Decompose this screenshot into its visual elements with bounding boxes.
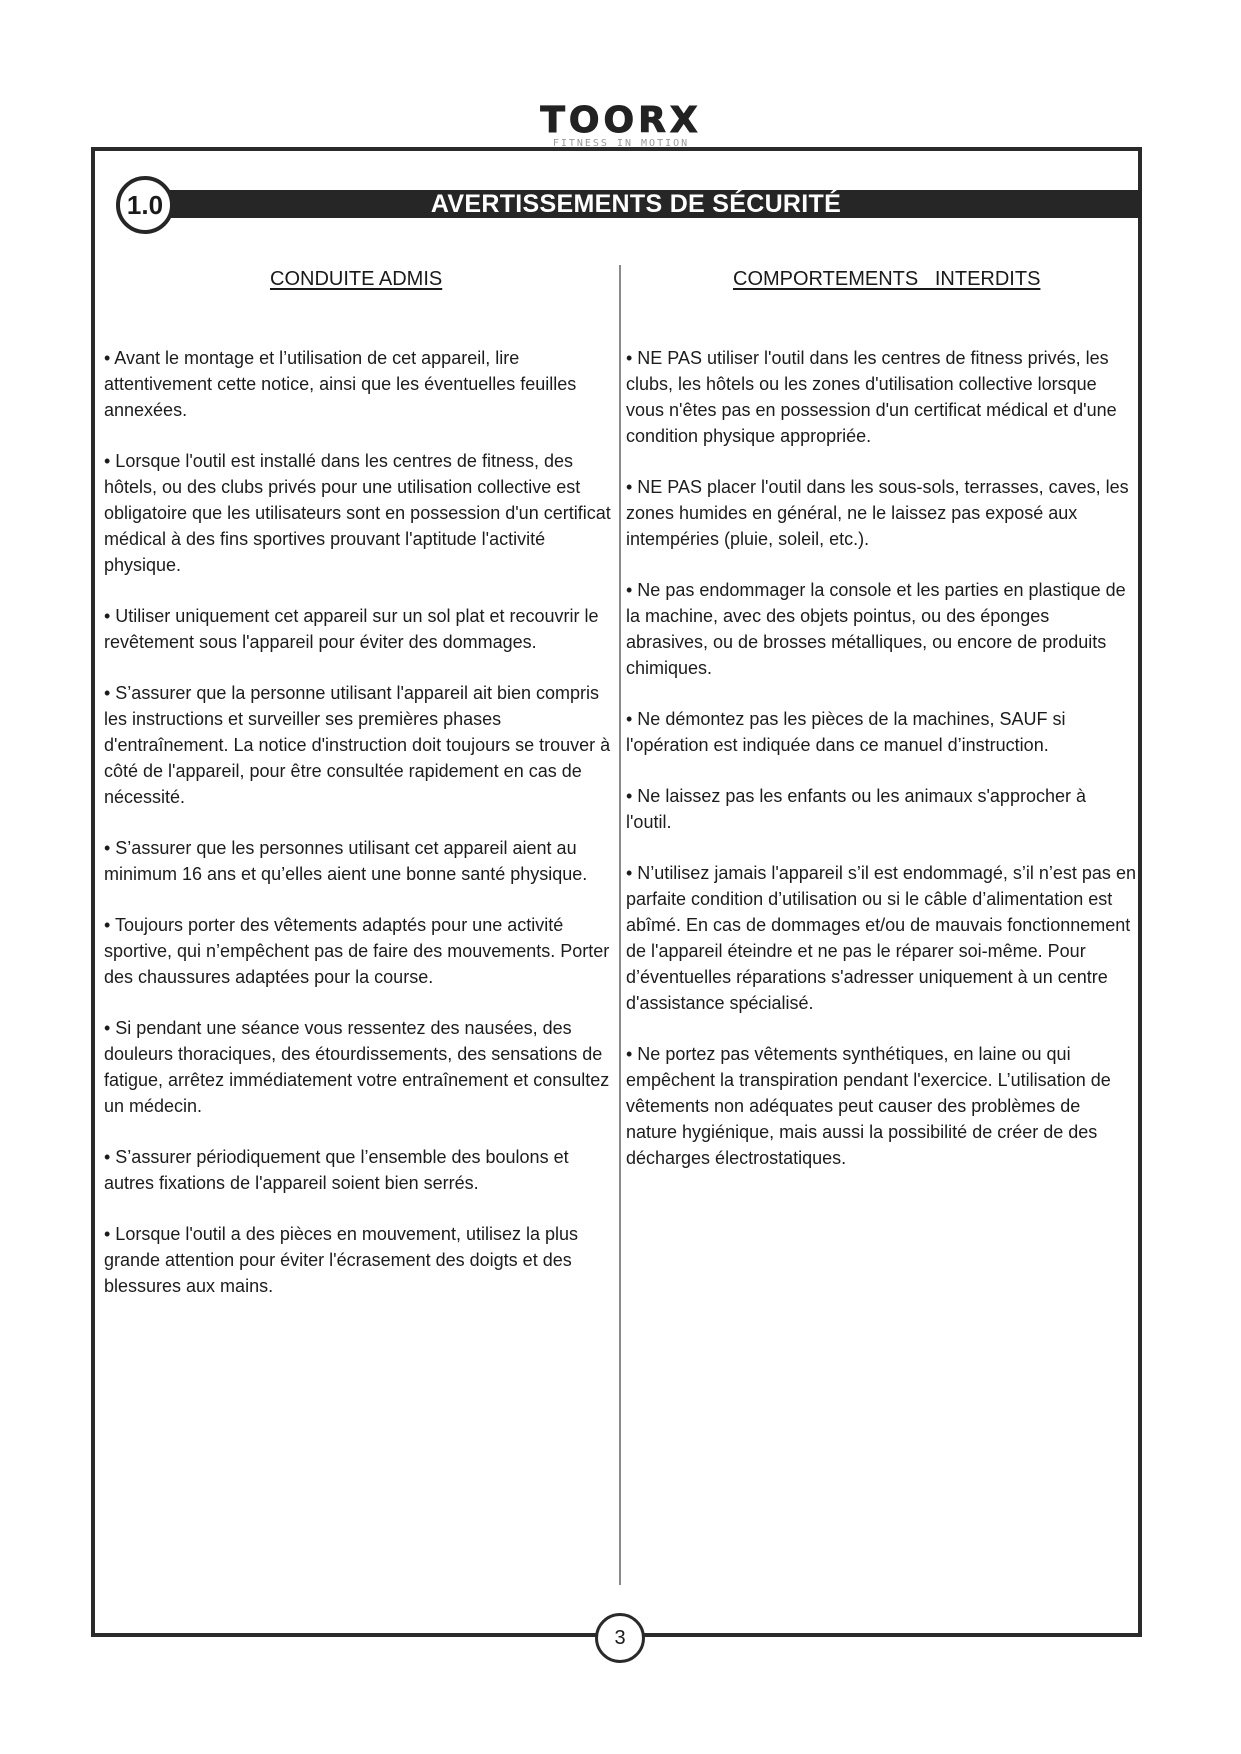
- list-item: • Ne démontez pas les pièces de la machines, SAUF si l'opération est indiquée dans ce manuel d’instruction.: [626, 709, 1066, 755]
- list-item: • Ne laissez pas les enfants ou les animaux s'approcher à l'outil.: [626, 786, 1086, 832]
- logo-tagline: FITNESS IN MOTION: [552, 138, 690, 149]
- list-item: • Lorsque l'outil a des pièces en mouvement, utilisez la plus grande attention pour éviter l'écrasement des doigts et des blessures aux mains.: [104, 1224, 578, 1296]
- page-number: 3: [595, 1613, 645, 1663]
- list-item: • NE PAS placer l'outil dans les sous-sols, terrasses, caves, les zones humides en général, ne le laissez pas exposé aux intempéries (pluie, soleil, etc.).: [626, 477, 1129, 549]
- list-item: • Toujours porter des vêtements adaptés pour une activité sportive, qui n’empêchent pas de faire des mouvements. Porter des chaussures adaptées pour la course.: [104, 915, 610, 987]
- list-item: • Avant le montage et l’utilisation de cet appareil, lire attentivement cette notice, ainsi que les éventuelles feuilles annexées.: [104, 348, 577, 420]
- list-item: • S’assurer périodiquement que l’ensemble des boulons et autres fixations de l'appareil soient bien serrés.: [104, 1147, 569, 1193]
- right-column-heading: COMPORTEMENTS INTERDITS: [733, 268, 1041, 290]
- left-column-heading: CONDUITE ADMIS: [270, 268, 443, 290]
- list-item: • Lorsque l'outil est installé dans les centres de fitness, des hôtels, ou des clubs privés pour une utilisation collective est obligatoire que les utilisateurs sont en possession d'un certificat médical à des fins sportives prouvant l'aptitude l'activité physique.: [104, 451, 611, 575]
- section-title: AVERTISSEMENTS DE SÉCURITÉ: [430, 190, 842, 218]
- allowed-conduct-list: [104, 345, 616, 1324]
- list-item: • N’utilisez jamais l'appareil s’il est endommagé, s’il n’est pas en parfaite condition d’utilisation ou si le câble d’alimentation est abîmé. En cas de dommages et/ou de mauvais fonctionnement de l'appareil éteindre et ne pas le réparer soi-même. Pour d’éventuelles réparations s'adresser uniquement à un centre d'assistance spécialisé.: [626, 863, 1136, 1013]
- brand-logo: [534, 100, 708, 150]
- list-item: • Utiliser uniquement cet appareil sur un sol plat et recouvrir le revêtement sous l'appareil pour éviter des dommages.: [104, 606, 599, 652]
- logo-wordmark: TOORX: [540, 100, 702, 141]
- list-item: • NE PAS utiliser l'outil dans les centres de fitness privés, les clubs, les hôtels ou les zones d'utilisation collective lorsque vous n'êtes pas en possession d'un certificat médical et d'une condition physique appropriée.: [626, 348, 1117, 446]
- forbidden-behaviour-list: [626, 345, 1136, 1196]
- list-item: • Ne pas endommager la console et les parties en plastique de la machine, avec des objets pointus, ou des éponges abrasives, ou de brosses métalliques, ou encore de produits chimiques.: [626, 580, 1126, 678]
- list-item: • Ne portez pas vêtements synthétiques, en laine ou qui empêchent la transpiration pendant l'exercice. L’utilisation de vêtements non adéquates peut causer des problèmes de nature hygiénique, mais aussi la possibilité de créer de des décharges électrostatiques.: [626, 1044, 1111, 1168]
- section-number-badge: 1.0: [116, 176, 174, 234]
- list-item: • S’assurer que la personne utilisant l'appareil ait bien compris les instructions et surveiller ses premières phases d'entraînement. La notice d'instruction doit toujours se trouver à côté de l'appareil, pour être consultée rapidement en cas de nécessité.: [104, 683, 611, 807]
- column-divider: [619, 265, 621, 1585]
- list-item: • Si pendant une séance vous ressentez des nausées, des douleurs thoraciques, des étourdissements, des sensations de fatigue, arrêtez immédiatement votre entraînement et consultez un médecin.: [104, 1018, 610, 1116]
- list-item: • S’assurer que les personnes utilisant cet appareil aient au minimum 16 ans et qu’elles aient une bonne santé physique.: [104, 838, 588, 884]
